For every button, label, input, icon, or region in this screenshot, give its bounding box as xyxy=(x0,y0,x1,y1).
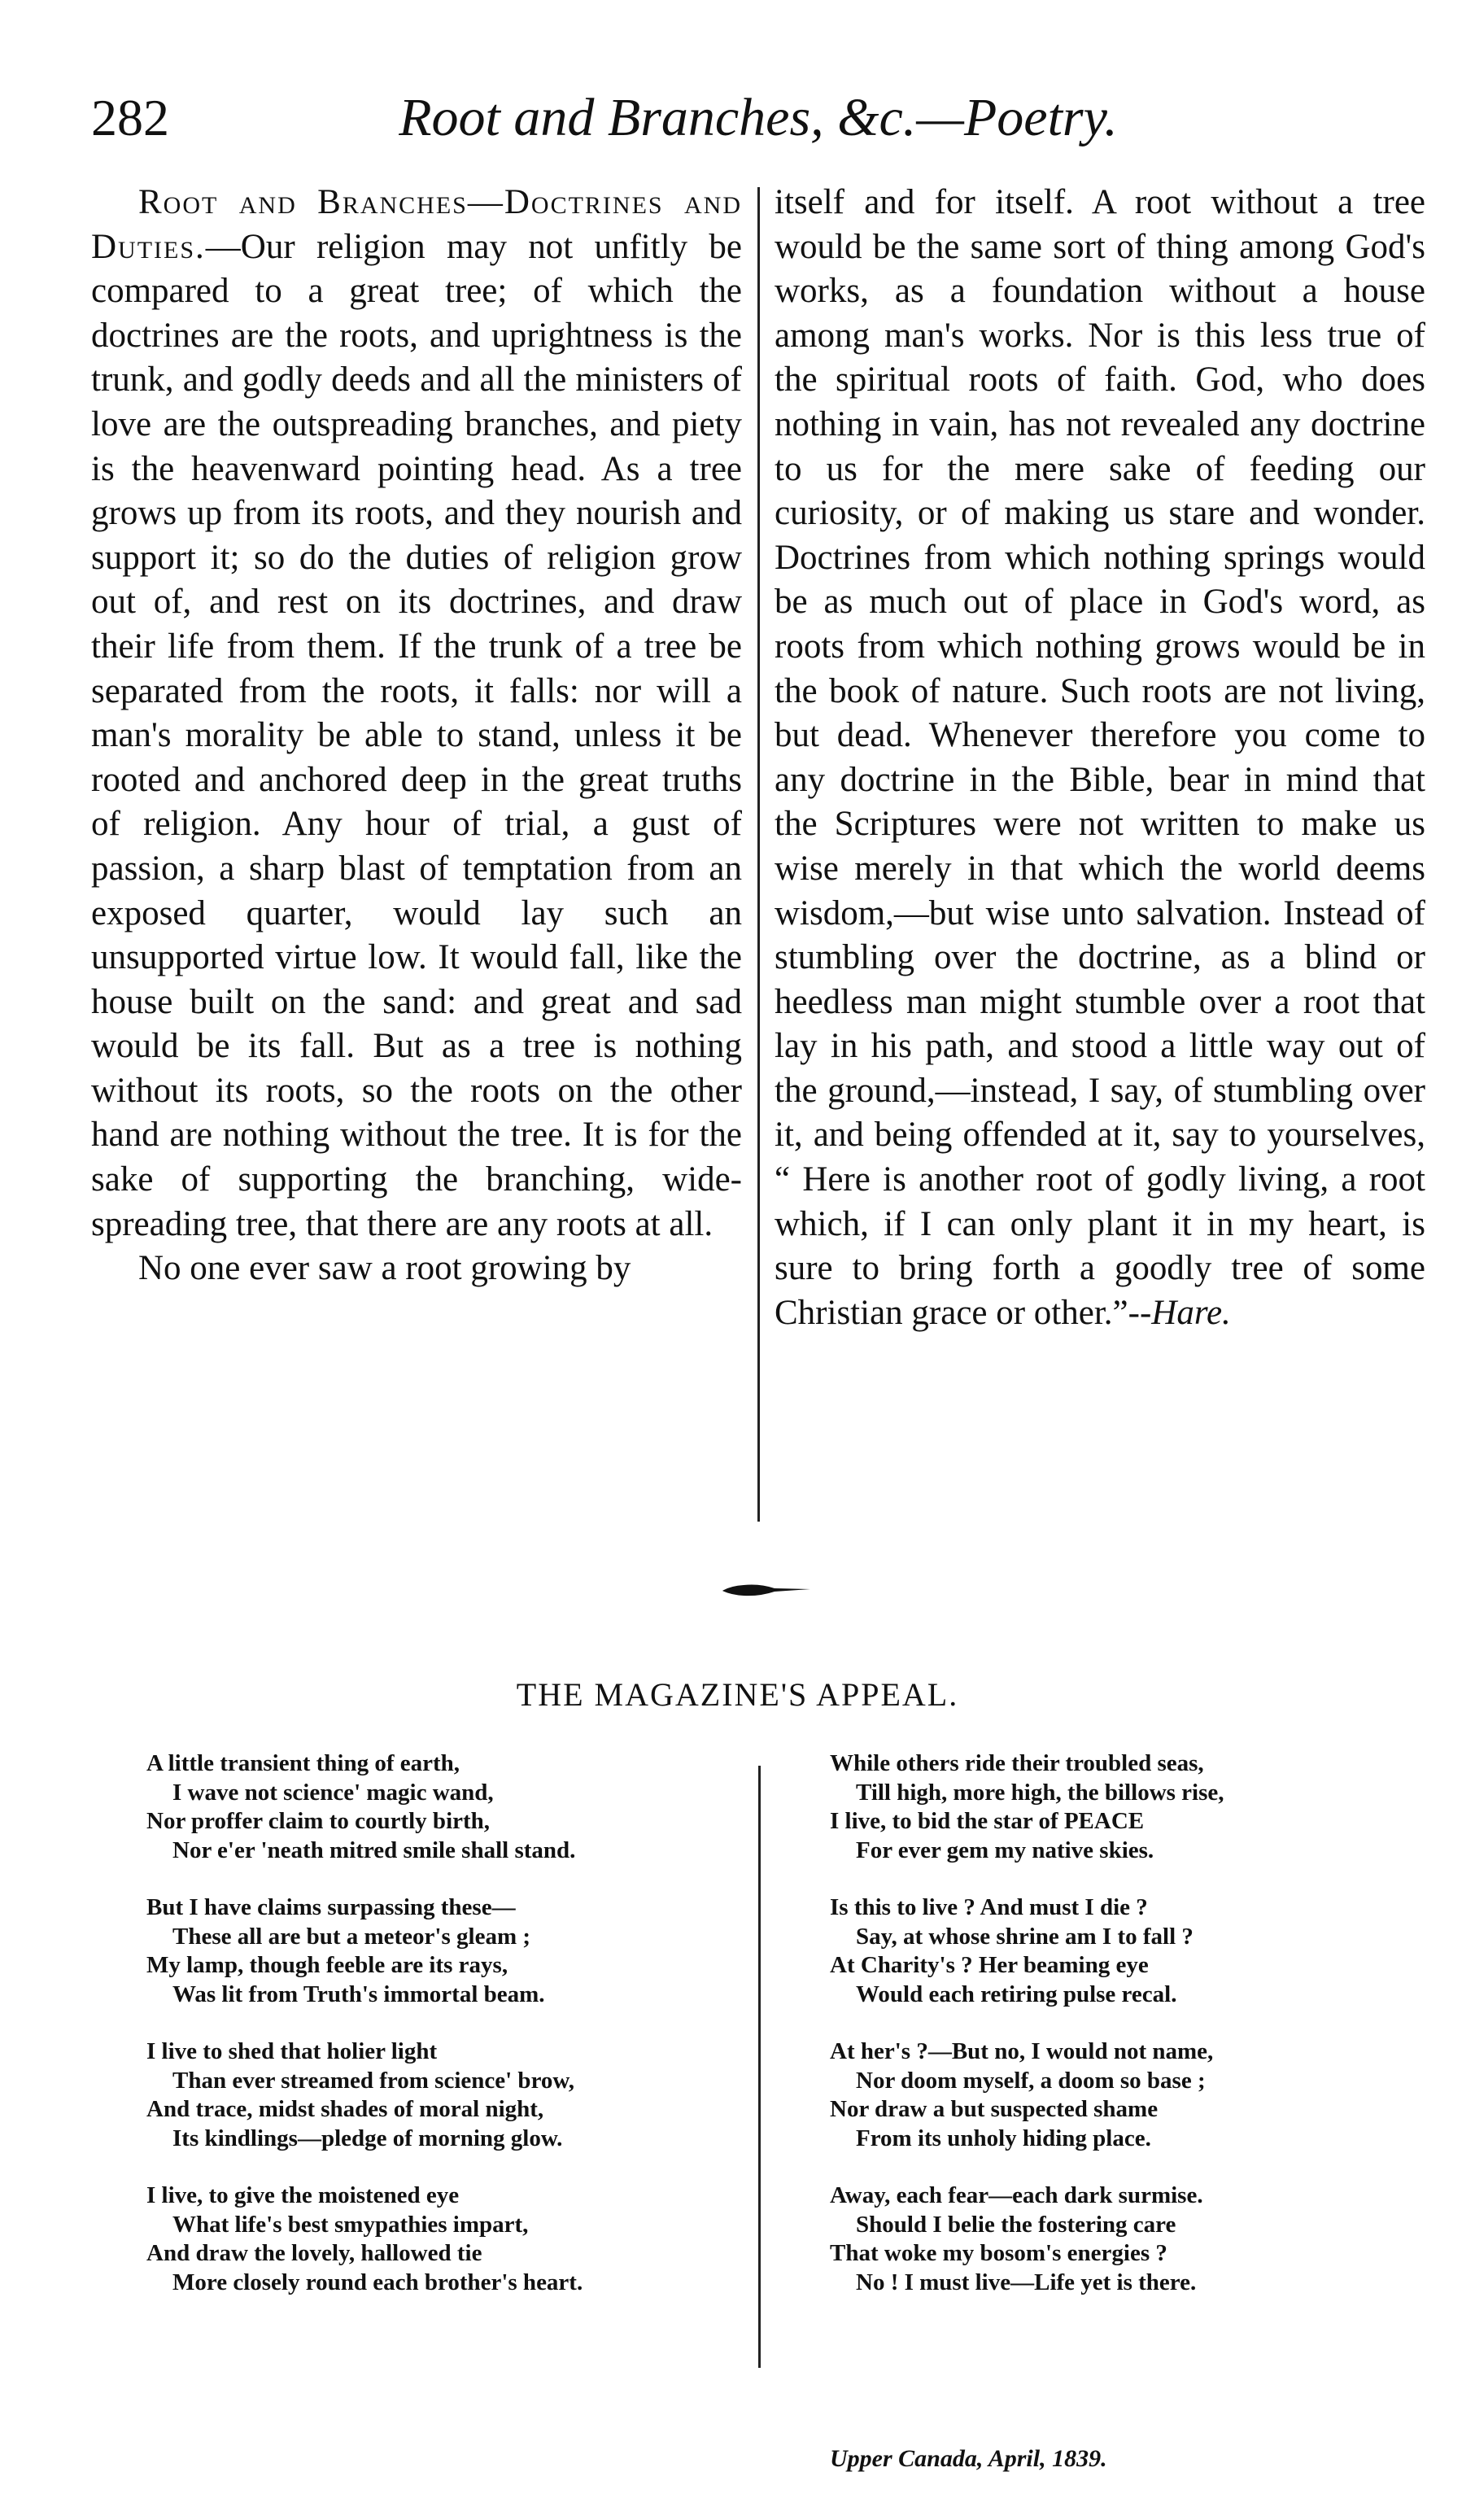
poem-stanza xyxy=(830,1893,1448,2009)
running-title: Root and Branches, &c.—Poetry. xyxy=(399,88,1118,147)
poem-line: Its kindlings—pledge of morning glow. xyxy=(172,2125,563,2151)
poem-line: I live, to bid the star of PEACE xyxy=(830,1808,1145,1834)
poem-line: My lamp, though feeble are its rays, xyxy=(146,1952,508,1978)
poem-line: Nor e'er 'neath mitred smile shall stand. xyxy=(172,1836,576,1863)
poem-line: But I have claims surpassing these— xyxy=(146,1894,516,1920)
poem-line: I live, to give the moistened eye xyxy=(146,2182,460,2208)
poem-column-right xyxy=(830,1749,1448,2326)
page-header xyxy=(91,81,1425,155)
poem-line: Away, each fear—each dark surmise. xyxy=(830,2182,1203,2208)
article-title: Root and Branches—Doctrines and Duties. xyxy=(91,183,742,266)
article-left-text: —Our religion may not unfitly be compared to a great tree; of which the doctrines are the roots, and uprightness is the trunk, and godly deeds and all the ministers of love are the outspreading branches, and piety is the heavenward pointing head. As a tree grows up from its roots, and they nourish and support it; so do the duties of religion grow out of, and rest on its doctrines, and draw their life from them. If the trunk of a tree be separated from the roots, it falls: nor will a man's morality be able to stand, unless it be rooted and anchored deep in the great truths of religion. Any hour of trial, a gust of passion, a sharp blast of temptation from an exposed quarter, would lay such an unsupported virtue low. It would fall, like the house built on the sand: and great and sad would be its fall. But as a tree is nothing without its roots, so the roots on the other hand are nothing without the tree. It is for the sake of supporting the branching, wide-spreading tree, that there are any roots at all. xyxy=(91,227,742,1243)
poem-column-left xyxy=(146,1749,765,2326)
poem-line: These all are but a meteor's gleam ; xyxy=(172,1923,531,1950)
poem-line: While others ride their troubled seas, xyxy=(830,1750,1204,1776)
article-paragraph-continued xyxy=(775,181,1425,1335)
poem-title: THE MAGAZINE'S APPEAL. xyxy=(516,1676,959,1713)
poem-line: Nor proffer claim to courtly birth, xyxy=(146,1808,491,1834)
poem-line: No ! I must live—Life yet is there. xyxy=(856,2269,1197,2295)
article-paragraph xyxy=(91,181,742,1247)
article-paragraph-two-start: No one ever saw a root growing by xyxy=(138,1249,631,1288)
poem-line: At her's ?—But no, I would not name, xyxy=(830,2038,1214,2064)
poem-stanza xyxy=(146,2037,765,2153)
ornament-divider-icon xyxy=(680,1579,810,1603)
poem-stanza xyxy=(146,2182,765,2297)
poem-line: And trace, midst shades of moral night, xyxy=(146,2096,544,2122)
poem-line: Till high, more high, the billows rise, xyxy=(856,1779,1224,1806)
poem-line: More closely round each brother's heart. xyxy=(172,2269,583,2295)
poem-line: That woke my bosom's energies ? xyxy=(830,2240,1167,2266)
article-right-text: itself and for itself. A root without a tree would be the same sort of thing among God's works, as a foundation without a house among man's works. Nor is this less true of the spiritual roots of faith. God, who does nothing in vain, has not revealed any doctrine to us for the mere sake of feeding our curiosity, or of making us stare and wonder. Doctrines from which nothing springs would be as much out of place in God's word, as roots from which nothing grows would be in the book of nature. Such roots are not living, but dead. Whenever therefore you come to any doctrine in the Bible, bear in mind that the Scriptures were not written to make us wise merely in that which the world deems wisdom,—but wise unto salvation. Instead of stumbling over the doctrine, as a blind or heedless man might stumble over a root that lay in his path, and stood a little way out of the ground,—instead, I say, of stumbling over it, and being offended at it, say to yourselves, “ Here is another root of godly living, a root which, if I can only plant it in my heart, is sure to bring forth a goodly tree of some Christian grace or other.”-- xyxy=(775,183,1425,1332)
poem-stanza xyxy=(830,2182,1448,2297)
poem-stanza xyxy=(830,2037,1448,2153)
page-number: 282 xyxy=(91,89,169,146)
poem-signature: Upper Canada, April, 1839. xyxy=(830,2445,1107,2472)
poem-stanza xyxy=(830,1749,1448,1865)
article-column-right xyxy=(775,181,1425,1335)
poem-line: Nor draw a but suspected shame xyxy=(830,2096,1159,2122)
poem-line: Than ever streamed from science' brow, xyxy=(172,2067,575,2094)
poem-line: For ever gem my native skies. xyxy=(856,1836,1154,1863)
poem-line: At Charity's ? Her beaming eye xyxy=(830,1952,1149,1978)
poem-line: Say, at whose shrine am I to fall ? xyxy=(856,1923,1194,1950)
poem-line: And draw the lovely, hallowed tie xyxy=(146,2240,482,2266)
poem-stanza xyxy=(146,1893,765,2009)
poem-line: From its unholy hiding place. xyxy=(856,2125,1151,2151)
poem-line: Was lit from Truth's immortal beam. xyxy=(172,1981,545,2007)
article-signature: Hare. xyxy=(1151,1293,1231,1332)
poem-line: Nor doom myself, a doom so base ; xyxy=(856,2067,1206,2094)
poem-line: Is this to live ? And must I die ? xyxy=(830,1894,1148,1920)
poem xyxy=(114,1749,1416,2449)
article xyxy=(91,181,1425,1531)
column-divider xyxy=(757,187,760,1522)
poem-line: Should I belie the fostering care xyxy=(856,2211,1176,2238)
poem-line: A little transient thing of earth, xyxy=(146,1750,460,1776)
poem-stanza xyxy=(146,1749,765,1865)
poem-line: What life's best smypathies impart, xyxy=(172,2211,529,2238)
poem-line: I live to shed that holier light xyxy=(146,2038,438,2064)
poem-line: Would each retiring pulse recal. xyxy=(856,1981,1177,2007)
poem-line: I wave not science' magic wand, xyxy=(172,1779,494,1806)
poem-column-divider xyxy=(758,1766,761,2368)
article-column-left xyxy=(91,181,742,1291)
